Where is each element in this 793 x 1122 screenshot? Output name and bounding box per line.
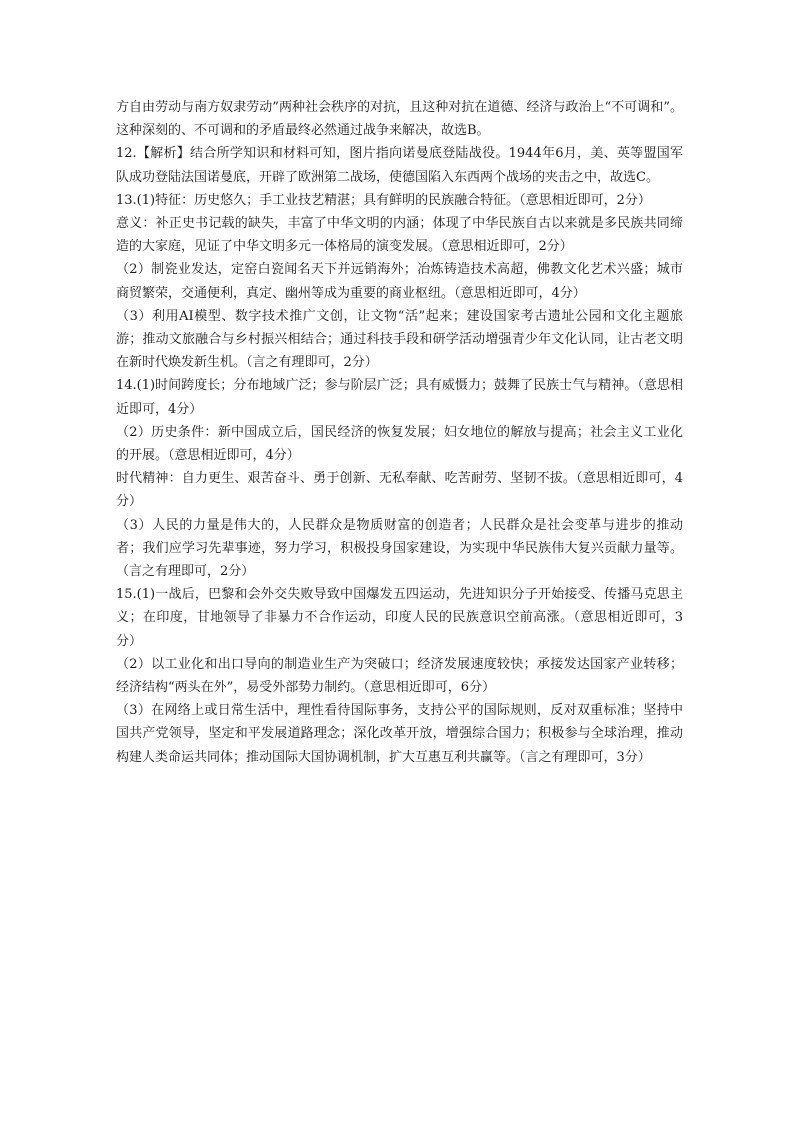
paragraph-q14-1: 14.(1)时间跨度长；分布地域广泛；参与阶层广泛；具有威慑力；鼓舞了民族士气与精神。（意思相近即可，4分） — [116, 378, 683, 417]
paragraph-q13-2: （2）制瓷业发达，定窑白瓷闻名天下并远销海外；冶炼铸造技术高超，佛教文化艺术兴盛；城市商贸繁荣，交通便利，真定、幽州等成为重要的商业枢纽。（意思相近即可，4分） — [116, 262, 683, 301]
answer-key-text — [116, 96, 683, 769]
paragraph-q14-2-spirit: 时代精神：自力更生、艰苦奋斗、勇于创新、无私奉献、吃苦耐劳、坚韧不拔。（意思相近即可，4分） — [116, 471, 683, 510]
paragraph-q15-1: 15.(1)一战后，巴黎和会外交失败导致中国爆发五四运动，先进知识分子开始接受、传播马克思主义；在印度，甘地领导了非暴力不合作运动，印度人民的民族意识空前高涨。（意思相近即可，3分） — [116, 587, 683, 649]
paragraph-q15-2: （2）以工业化和出口导向的制造业生产为突破口；经济发展速度较快；承接发达国家产业转移；经济结构“两头在外”，易受外部势力制约。（意思相近即可，6分） — [116, 656, 683, 696]
paragraph-q14-3: （3）人民的力量是伟大的，人民群众是物质财富的创造者；人民群众是社会变革与进步的推动者；我们应学习先辈事迹，努力学习，积极投身国家建设，为实现中华民族伟大复兴贡献力量等。（言之有理即可，2分） — [116, 517, 683, 580]
paragraph-q11-continued: 方自由劳动与南方奴隶劳动”两种社会秩序的对抗，且这种对抗在道德、经济与政治上“不可调和”。这种深刻的、不可调和的矛盾最终必然通过战争来解决，故选B。 — [116, 100, 683, 139]
paragraph-q15-3: （3）在网络上或日常生活中，理性看待国际事务，支持公平的国际规则，反对双重标准；坚持中国共产党领导，坚定和平发展道路理念；深化改革开放，增强综合国力；积极参与全球治理，推动构建人类命运共同体；推动国际大国协调机制，扩大互惠互利共赢等。（言之有理即可，3分） — [116, 703, 683, 765]
paragraph-q13-1: 13.(1)特征：历史悠久；手工业技艺精湛；具有鲜明的民族融合特征。（意思相近即可，2分） — [116, 192, 651, 208]
paragraph-q14-2: （2）历史条件：新中国成立后，国民经济的恢复发展；妇女地位的解放与提高；社会主义工业化的开展。（意思相近即可，4分） — [116, 424, 683, 464]
paragraph-q13-1-meaning: 意义：补正史书记载的缺失，丰富了中华文明的内涵；体现了中华民族自古以来就是多民族共同缔造的大家庭，见证了中华文明多元一体格局的演变发展。（意思相近即可，2分） — [116, 216, 683, 255]
paragraph-q12: 12.【解析】结合所学知识和材料可知，图片指向诺曼底登陆战役。1944年6月，美、英等盟国军队成功登陆法国诺曼底，开辟了欧洲第二战场，使德国陷入东西两个战场的夹击之中，故选C。 — [116, 146, 683, 185]
paragraph-q13-3: （3）利用AI模型、数字技术推广文创，让文物“活”起来；建设国家考古遗址公园和文化主题旅游；推动文旅融合与乡村振兴相结合；通过科技手段和研学活动增强青少年文化认同，让古老文明在新时代焕发新生机。（言之有理即可，2分） — [116, 308, 683, 371]
